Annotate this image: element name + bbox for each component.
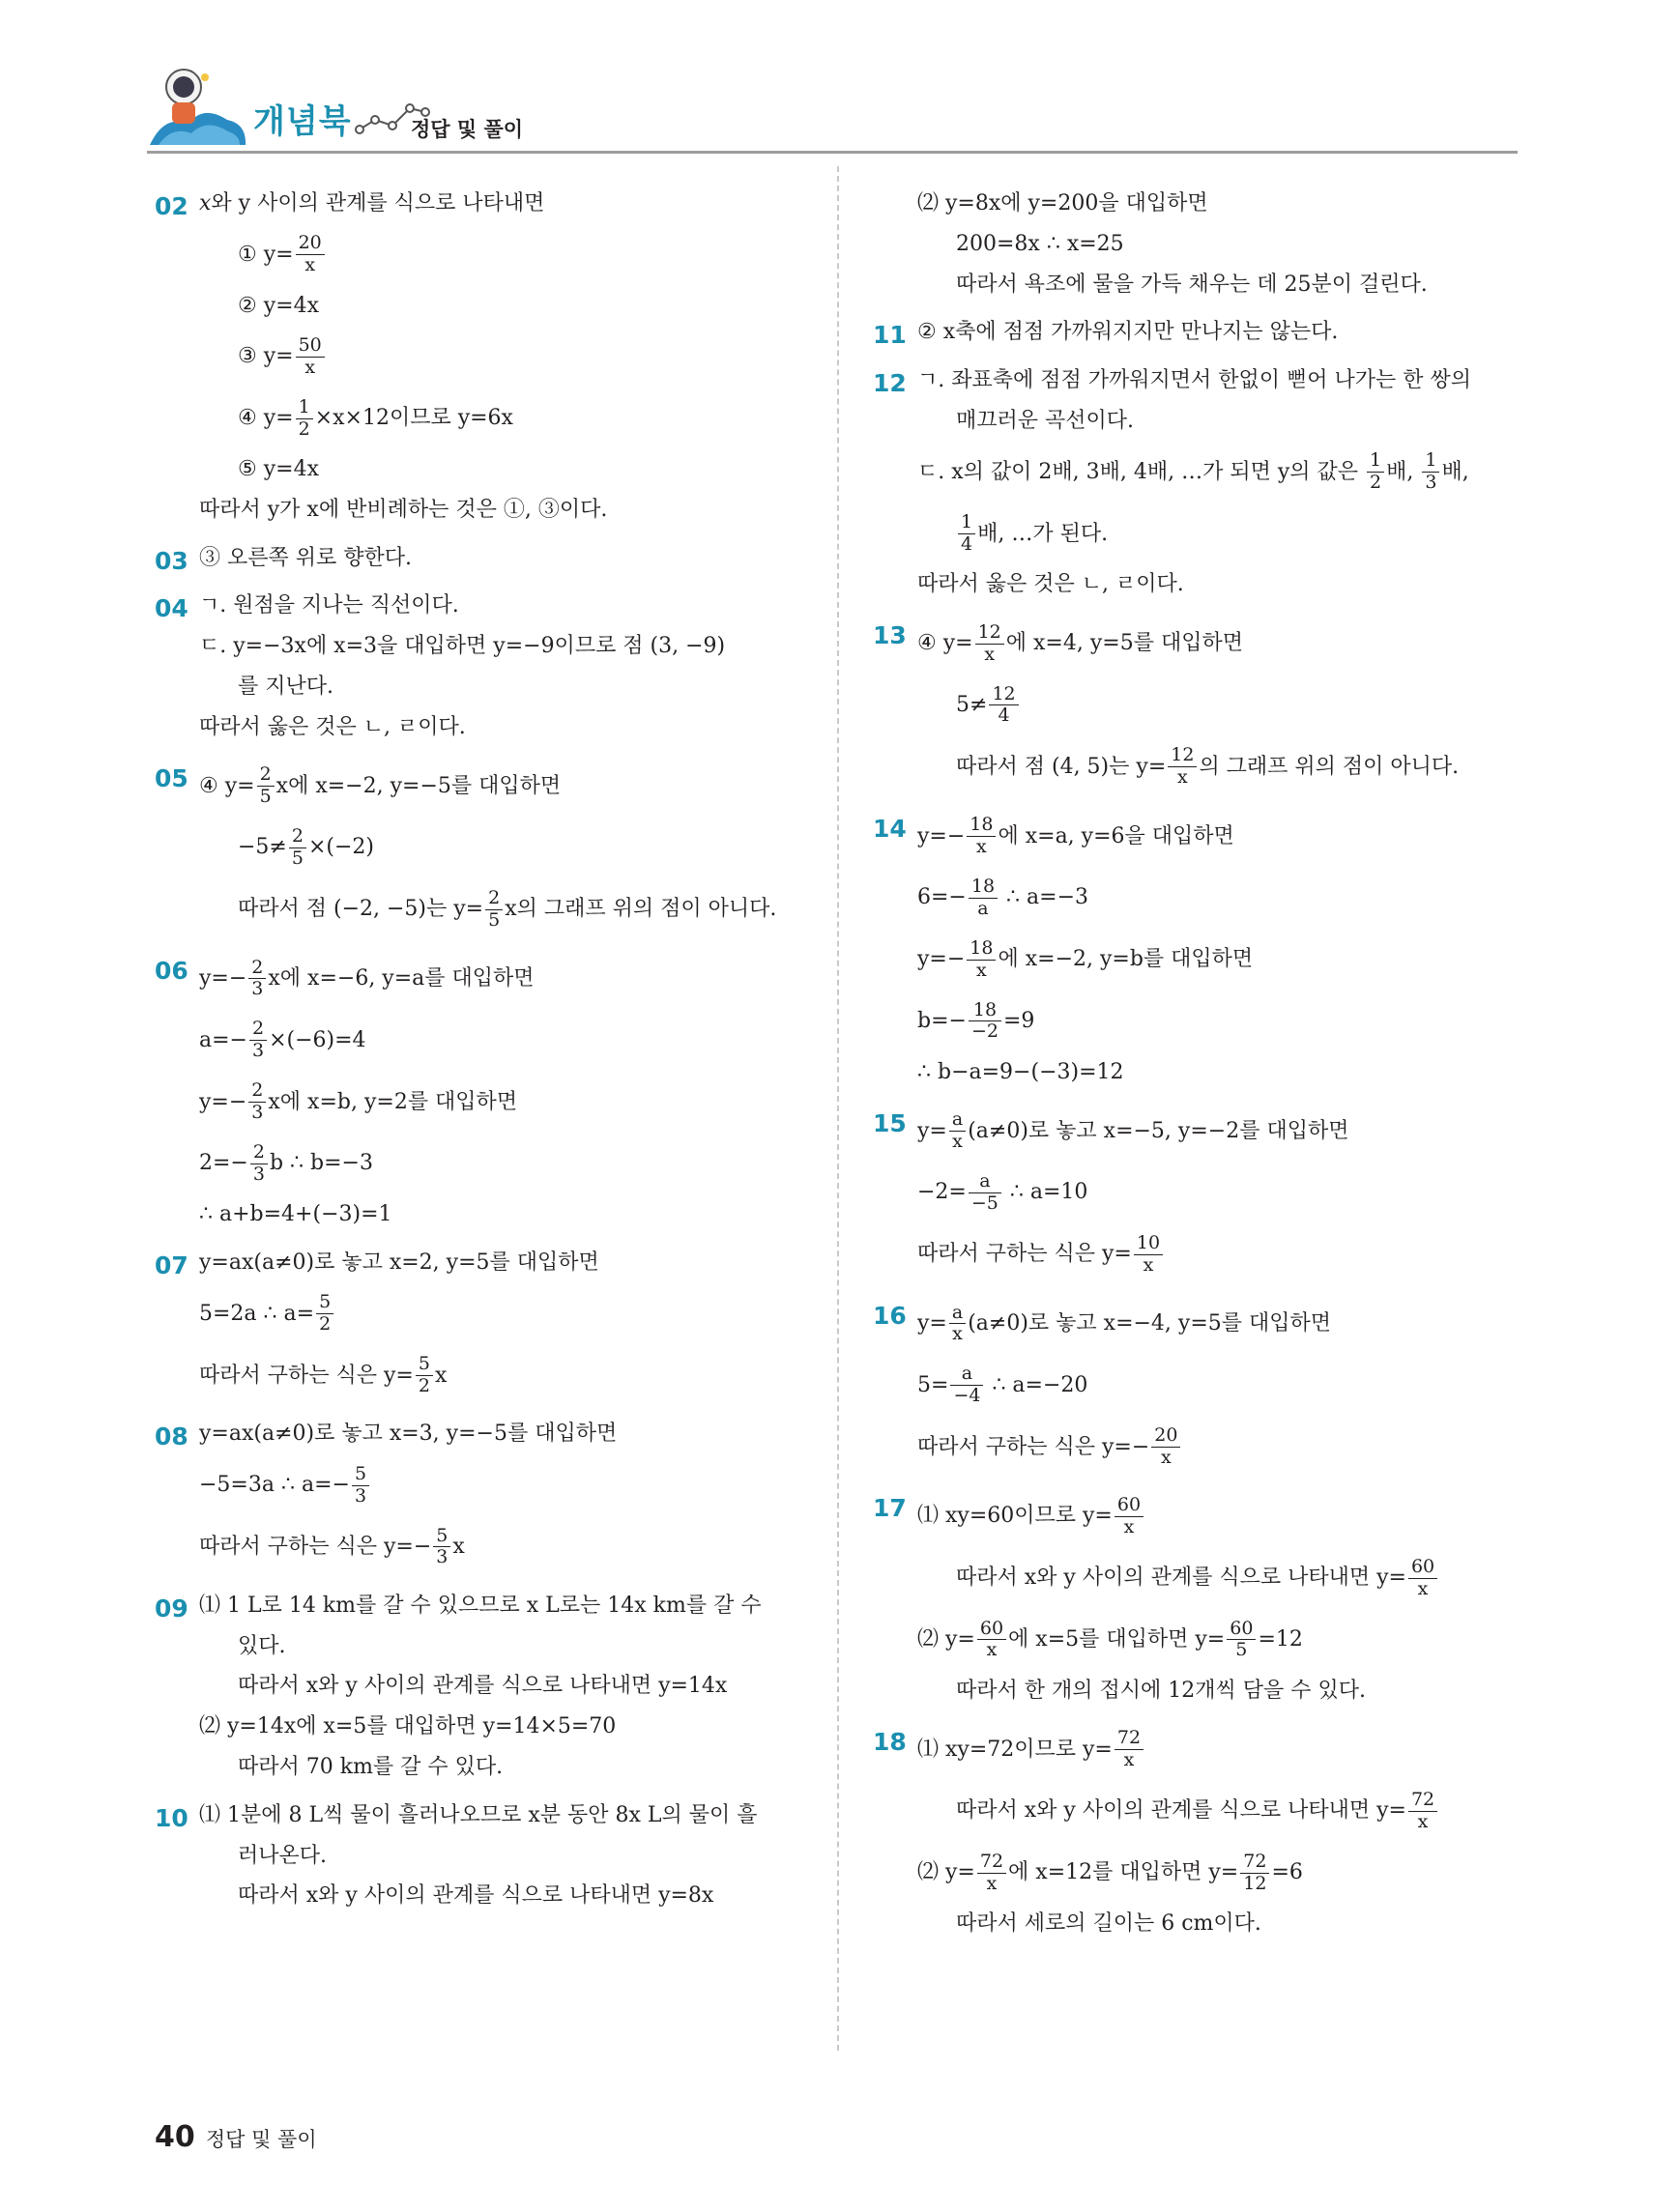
fraction: $\frac{18}{x}$: [967, 815, 996, 858]
solution-line: 있다.: [238, 1633, 286, 1658]
fraction: $\frac{2}{3}$: [248, 958, 266, 1001]
solution-line: $\frac{1}{4}$ 배, …가 된다.: [917, 503, 1530, 565]
solution-line: ② x축에 점점 가까워지지만 만나지는 않는다.: [917, 320, 1339, 345]
problem-16: [873, 1293, 1530, 1478]
book-brand: 개념북: [253, 102, 352, 141]
solution-line: ⑵ y= $\frac{60}{x}$ 에 x=5를 대입하면 y= $\frac{60}{5}$ =12: [917, 1617, 1303, 1661]
page-number: 40: [155, 2120, 195, 2154]
fraction: $\frac{50}{x}$: [296, 335, 325, 379]
solution-line: ⑤ y=4x: [238, 456, 319, 481]
fraction: $\frac{60}{5}$: [1227, 1619, 1256, 1662]
solution-line: ㄱ. 원점을 지나는 직선이다.: [199, 593, 459, 618]
fraction: $\frac{72}{x}$: [977, 1852, 1006, 1895]
problem-10-continued: [873, 184, 1530, 304]
fraction: $\frac{2}{5}$: [289, 826, 306, 870]
problem-number: 06: [155, 956, 188, 985]
solution-line: 따라서 세로의 길이는 6 cm이다.: [956, 1910, 1261, 1936]
problem-number: 15: [873, 1108, 907, 1137]
page-header: [145, 56, 1518, 153]
problem-number: 10: [155, 1803, 188, 1832]
problem-03: [155, 538, 812, 579]
fraction: $\frac{a}{-5}$: [969, 1171, 1001, 1215]
solution-line: b=− $\frac{18}{-2}$ =9: [917, 998, 1035, 1043]
fraction: $\frac{72}{x}$: [1408, 1790, 1437, 1833]
solution-line: ⑵ y=8x에 y=200을 대입하면: [917, 191, 1208, 215]
problem-10: [155, 1795, 812, 1916]
problem-05: [155, 756, 812, 940]
solution-line: ③ 오른쪽 위로 향한다.: [199, 545, 412, 570]
solution-line: 따라서 x와 y 사이의 관계를 식으로 나타내면 y= $\frac{72}{x}$: [917, 1780, 1530, 1842]
fraction: $\frac{72}{12}$: [1240, 1852, 1269, 1895]
solution-line: y=ax(a≠0)로 놓고 x=3, y=−5를 대입하면: [199, 1422, 618, 1447]
fraction: $\frac{72}{x}$: [1115, 1728, 1143, 1771]
solution-line: ④ y= $\frac{2}{5}$ x에 x=−2, y=−5를 대입하면: [199, 763, 562, 808]
solution-line: 200=8x ∴ x=25: [956, 231, 1124, 256]
fraction: $\frac{5}{2}$: [416, 1354, 433, 1397]
solution-line: 따라서 x와 y 사이의 관계를 식으로 나타내면 y= $\frac{60}{x}$: [917, 1547, 1530, 1609]
fraction: $\frac{2}{3}$: [248, 1080, 266, 1124]
solution-line: 따라서 x와 y 사이의 관계를 식으로 나타내면 y=8x: [238, 1883, 714, 1909]
problem-06: [155, 948, 812, 1235]
solution-line: 따라서 한 개의 접시에 12개씩 담을 수 있다.: [956, 1678, 1366, 1703]
solution-line: ⑵ y= $\frac{72}{x}$ 에 x=12를 대입하면 y= $\frac{72}{12}$ =6: [917, 1850, 1303, 1894]
fraction: $\frac{5}{2}$: [316, 1292, 333, 1336]
solution-line: ⑵ y=14x에 x=5를 대입하면 y=14×5=70: [199, 1714, 617, 1739]
problem-number: 03: [155, 546, 188, 575]
solution-line: ∴ b−a=9−(−3)=12: [917, 1059, 1124, 1084]
footer-label: 정답 및 풀이: [205, 2128, 317, 2151]
astronaut-on-cloud-icon: [145, 56, 251, 153]
solution-line: ④ y= $\frac{1}{2}$ ×x×12이므로 y=6x: [238, 395, 513, 440]
problem-18: [873, 1719, 1530, 1944]
fraction: $\frac{a}{-4}$: [950, 1364, 983, 1407]
problem-15: [873, 1101, 1530, 1285]
solution-line: 러나온다.: [238, 1843, 328, 1868]
solution-line: 를 지난다.: [238, 674, 333, 699]
solution-line: y=− $\frac{18}{x}$ 에 x=−2, y=b를 대입하면: [917, 936, 1254, 981]
fraction: $\frac{60}{x}$: [977, 1619, 1006, 1662]
solution-line: ④ y= $\frac{12}{x}$ 에 x=4, y=5를 대입하면: [917, 620, 1243, 665]
solution-line: ㄱ. 좌표축에 점점 가까워지면서 한없이 뻗어 나가는 한 쌍의: [917, 368, 1471, 393]
solution-line: 따라서 구하는 식은 y= $\frac{5}{2}$ x: [199, 1353, 448, 1397]
problem-14: [873, 806, 1530, 1093]
fraction: $\frac{5}{3}$: [352, 1464, 369, 1508]
fraction: $\frac{20}{x}$: [1151, 1425, 1180, 1469]
problem-13: [873, 613, 1530, 797]
solution-line: ㄷ. x의 값이 2배, 3배, 4배, …가 되면 y의 값은 $\frac{1}{2}$ 배, $\frac{1}{3}$ 배,: [917, 449, 1469, 494]
fraction: $\frac{18}{x}$: [967, 938, 996, 982]
problem-number: 17: [873, 1494, 907, 1523]
problem-08: [155, 1414, 812, 1577]
solution-line: 따라서 욕조에 물을 가득 채우는 데 25분이 걸린다.: [956, 272, 1428, 297]
header-rule: [147, 151, 1518, 154]
fraction: $\frac{1}{2}$: [296, 397, 313, 441]
solution-line: ③ y= $\frac{50}{x}$: [199, 326, 812, 388]
problem-number: 02: [155, 192, 188, 220]
solution-line: −5≠ $\frac{2}{5}$ ×(−2): [238, 825, 374, 869]
problem-07: [155, 1243, 812, 1406]
solution-line: ⑴ 1분에 8 L씩 물이 흘러나오므로 x분 동안 8x L의 물이 흘: [199, 1802, 758, 1827]
solution-line: ⑴ xy=72이므로 y= $\frac{72}{x}$: [917, 1719, 1530, 1781]
solution-line: 따라서 x와 y 사이의 관계를 식으로 나타내면 y=14x: [238, 1674, 728, 1699]
solution-line: 따라서 y가 x에 반비례하는 것은 ①, ③이다.: [199, 497, 608, 522]
problem-number: 13: [873, 621, 907, 650]
fraction: $\frac{18}{a}$: [969, 876, 998, 920]
solution-line: 5≠ $\frac{12}{4}$: [917, 675, 1530, 736]
problem-number: 11: [873, 321, 907, 350]
solution-line: y=− $\frac{2}{3}$ x에 x=b, y=2를 대입하면: [199, 1079, 518, 1124]
solution-line: x와 y 사이의 관계를 식으로 나타내면: [199, 191, 545, 215]
column-divider: [837, 166, 839, 2051]
problem-04: [155, 586, 812, 747]
solution-line: 따라서 옳은 것은 ㄴ, ㄹ이다.: [199, 714, 466, 739]
solution-line: 따라서 70 km를 갈 수 있다.: [238, 1754, 504, 1779]
problem-09: [155, 1586, 812, 1788]
solution-line: −5=3a ∴ a=− $\frac{5}{3}$: [199, 1454, 812, 1516]
solution-line: ⑴ 1 L로 14 km를 갈 수 있으므로 x L로는 14x km를 갈 수: [199, 1593, 762, 1618]
solution-line: 2=− $\frac{2}{3}$ b ∴ b=−3: [199, 1141, 373, 1185]
solution-line: a=− $\frac{2}{3}$ ×(−6)=4: [199, 1018, 366, 1062]
fraction: $\frac{2}{3}$: [250, 1142, 268, 1186]
solution-line: −2= $\frac{a}{-5}$ ∴ a=10: [917, 1170, 1088, 1214]
fraction: $\frac{20}{x}$: [296, 233, 325, 276]
problem-number: 16: [873, 1301, 907, 1330]
solution-line: y= $\frac{a}{x}$ (a≠0)로 놓고 x=−5, y=−2를 대입하면: [917, 1108, 1349, 1153]
solution-line: 따라서 구하는 식은 y=− $\frac{5}{3}$ x: [199, 1524, 465, 1568]
problem-12: [873, 360, 1530, 605]
solution-line: 따라서 구하는 식은 y= $\frac{10}{x}$: [917, 1223, 1530, 1285]
right-column: [873, 184, 1530, 1952]
fraction: $\frac{10}{x}$: [1134, 1233, 1163, 1277]
fraction: $\frac{60}{x}$: [1408, 1557, 1437, 1600]
header-subtitle: 정답 및 풀이: [411, 118, 524, 141]
problem-number: 14: [873, 814, 907, 843]
problem-11: [873, 312, 1530, 353]
solution-line: 따라서 점 (4, 5)는 y= $\frac{12}{x}$ 의 그래프 위의 점이 아니다.: [956, 744, 1460, 789]
solution-line: y=− $\frac{18}{x}$ 에 x=a, y=6을 대입하면: [917, 814, 1234, 858]
solution-line: 매끄러운 곡선이다.: [956, 408, 1135, 433]
fraction: $\frac{12}{x}$: [975, 622, 1004, 666]
problem-02: [155, 184, 812, 531]
fraction: $\frac{12}{4}$: [989, 684, 1018, 728]
solution-line: ① y= $\frac{20}{x}$: [199, 224, 812, 286]
fraction: $\frac{12}{x}$: [1168, 745, 1197, 789]
problem-number: 09: [155, 1594, 188, 1623]
page-footer: [155, 2120, 317, 2154]
problem-number: 12: [873, 369, 907, 398]
solution-line: ∴ a+b=4+(−3)=1: [199, 1202, 392, 1227]
fraction: $\frac{18}{-2}$: [969, 1000, 1001, 1044]
fraction: $\frac{2}{5}$: [257, 764, 275, 808]
fraction: $\frac{60}{x}$: [1115, 1495, 1143, 1538]
solution-line: ⑴ xy=60이므로 y= $\frac{60}{x}$: [917, 1485, 1530, 1547]
problem-number: 05: [155, 763, 188, 792]
solution-line: y=− $\frac{2}{3}$ x에 x=−6, y=a를 대입하면: [199, 956, 535, 1000]
problem-number: 18: [873, 1727, 907, 1756]
fraction: $\frac{1}{4}$: [958, 512, 975, 556]
problem-number: 07: [155, 1250, 188, 1279]
solution-line: ② y=4x: [238, 293, 319, 318]
solution-line: y= $\frac{a}{x}$ (a≠0)로 놓고 x=−4, y=5를 대입하면: [917, 1301, 1332, 1345]
solution-line: 따라서 점 (−2, −5)는 y= $\frac{2}{5}$ x의 그래프 위의 점이 아니다.: [238, 886, 777, 931]
solution-line: 5=2a ∴ a= $\frac{5}{2}$: [199, 1283, 812, 1345]
solution-line: 5= $\frac{a}{-4}$ ∴ a=−20: [917, 1363, 1088, 1407]
fraction: $\frac{a}{x}$: [949, 1303, 966, 1346]
fraction: $\frac{2}{5}$: [485, 888, 503, 932]
solution-line: 따라서 옳은 것은 ㄴ, ㄹ이다.: [917, 572, 1184, 597]
solution-line: 6=− $\frac{18}{a}$ ∴ a=−3: [917, 876, 1089, 919]
fraction: $\frac{1}{2}$: [1367, 450, 1384, 494]
fraction: $\frac{5}{3}$: [433, 1526, 450, 1569]
problem-17: [873, 1485, 1530, 1710]
fraction: $\frac{2}{3}$: [249, 1019, 267, 1062]
problem-number: 08: [155, 1422, 188, 1451]
left-column: [155, 184, 812, 1924]
solution-line: ㄷ. y=−3x에 x=3을 대입하면 y=−9이므로 점 (3, −9): [199, 634, 726, 659]
solution-line: 따라서 구하는 식은 y=− $\frac{20}{x}$: [917, 1417, 1530, 1479]
problem-number: 04: [155, 594, 188, 623]
fraction: $\frac{1}{3}$: [1422, 450, 1439, 494]
solution-line: y=ax(a≠0)로 놓고 x=2, y=5를 대입하면: [199, 1250, 599, 1275]
fraction: $\frac{a}{x}$: [949, 1109, 966, 1153]
